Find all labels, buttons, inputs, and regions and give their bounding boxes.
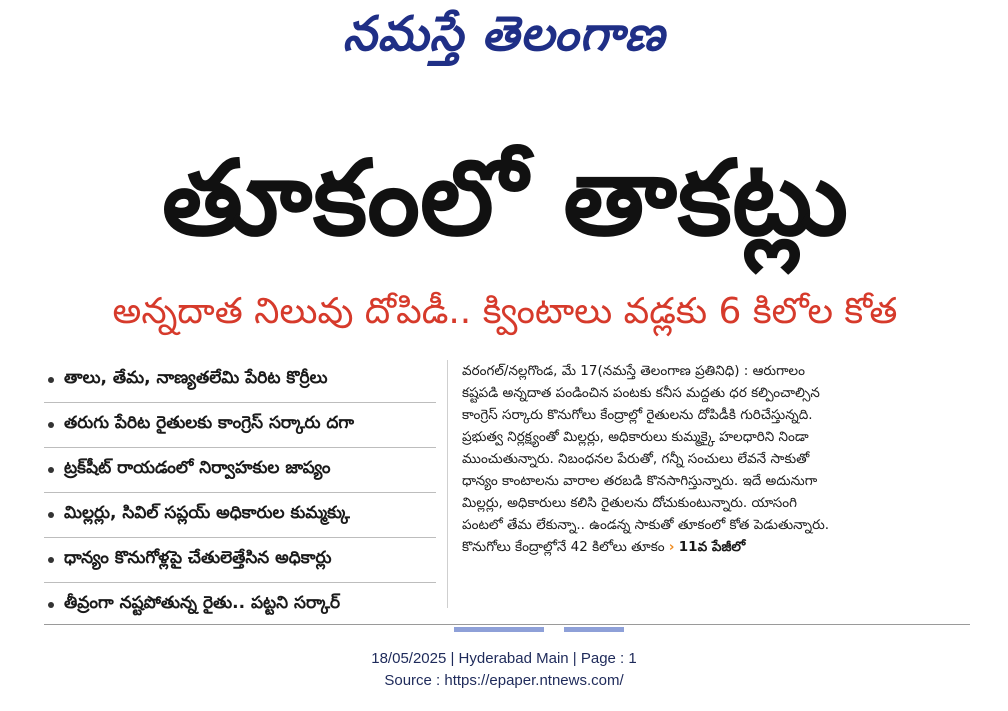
article-line: కష్టపడి అన్నదాత పండించిన పంటకు కనీస మద్దతు ధర కల్పించాల్సిన [462,385,820,401]
bullet-item [44,583,436,627]
footer-source[interactable]: Source : https://epaper.ntnews.com/ [384,672,624,689]
bullet-dot-icon [48,422,54,428]
article-line: ముంచుతున్నారు. నిబంధనల పేరుతో, గన్నీ సంచులు లేవనే సాకుతో [462,451,810,467]
bullet-item [44,493,436,538]
bullet-text: తాలు, తేమ, నాణ్యతలేమి పేరిట కొర్రీలు [64,368,328,388]
column-divider [447,360,448,608]
bullet-item [44,403,436,448]
bullet-dot-icon [48,467,54,473]
headline: తూకంలో తాకట్లు [161,137,849,259]
article-line: వరంగల్/నల్లగొండ, మే 17(నమస్తే తెలంగాణ ప్రతినిధి) : ఆరుగాలం [462,363,805,379]
bullet-item [44,358,436,403]
article-body [462,360,970,558]
bullet-dot-icon [48,557,54,563]
masthead-logo: నమస్తే తెలంగాణ [342,6,666,62]
footer-edition-info: 18/05/2025 | Hyderabad Main | Page : 1 [371,650,637,667]
article-last-line [462,536,970,558]
subheadline: అన్నదాత నిలువు దోపిడీ.. క్వింటాలు వడ్లకు 6 కిలోల కోత [112,291,898,332]
strip-fragment [564,627,624,632]
article-line: కాంగ్రెస్ సర్కారు కొనుగోలు కేంద్రాల్లో రైతులను దోపిడీకి గురిచేస్తున్నది. [462,407,813,423]
article-line: కొనుగోలు కేంద్రాల్లోనే 42 కిలోలు తూకం [462,539,665,555]
strip-fragment [454,627,544,632]
article-line: మిల్లర్లు, అధికారులు కలిసి రైతులను దోచుకుంటున్నారు. యాసంగి [462,495,797,511]
bullet-dot-icon [48,377,54,383]
article-line: పంటలో తేమ లేకున్నా.. ఉండన్న సాకుతో తూకంలో కోత పెడుతున్నారు. [462,517,830,533]
bullet-dot-icon [48,512,54,518]
bullet-text: తీవ్రంగా నష్టపోతున్న రైతు.. పట్టని సర్కార్ [64,593,341,613]
continuation-link[interactable]: 11వ పేజీలో [678,539,746,555]
next-article-strip [44,624,970,632]
bullet-text: తరుగు పేరిట రైతులకు కాంగ్రెస్ సర్కారు దగా [64,413,355,433]
bullet-text: ధాన్యం కొనుగోళ్లపై చేతులెత్తేసిన అధికార్లు [64,548,332,568]
bullet-item [44,538,436,583]
bullet-dot-icon [48,602,54,608]
continuation-arrow-icon: › [668,539,675,555]
article-line: ధాన్యం కాంటాలను వారాల తరబడి కొనసాగిస్తున్నారు. ఇదే అదునుగా [462,473,818,489]
bullet-item [44,448,436,493]
bullet-text: మిల్లర్లు, సివిల్ సప్లయ్ అధికారుల కుమ్మక్కు [64,503,350,523]
bullet-text: ట్రక్‌షీట్ రాయడంలో నిర్వాహకుల జాప్యం [64,458,331,478]
article-line: ప్రభుత్వ నిర్లక్ష్యంతో మిల్లర్లు, అధికారులు కుమ్మక్కై హలధారిని నిండా [462,429,809,445]
bullet-list [44,358,436,627]
